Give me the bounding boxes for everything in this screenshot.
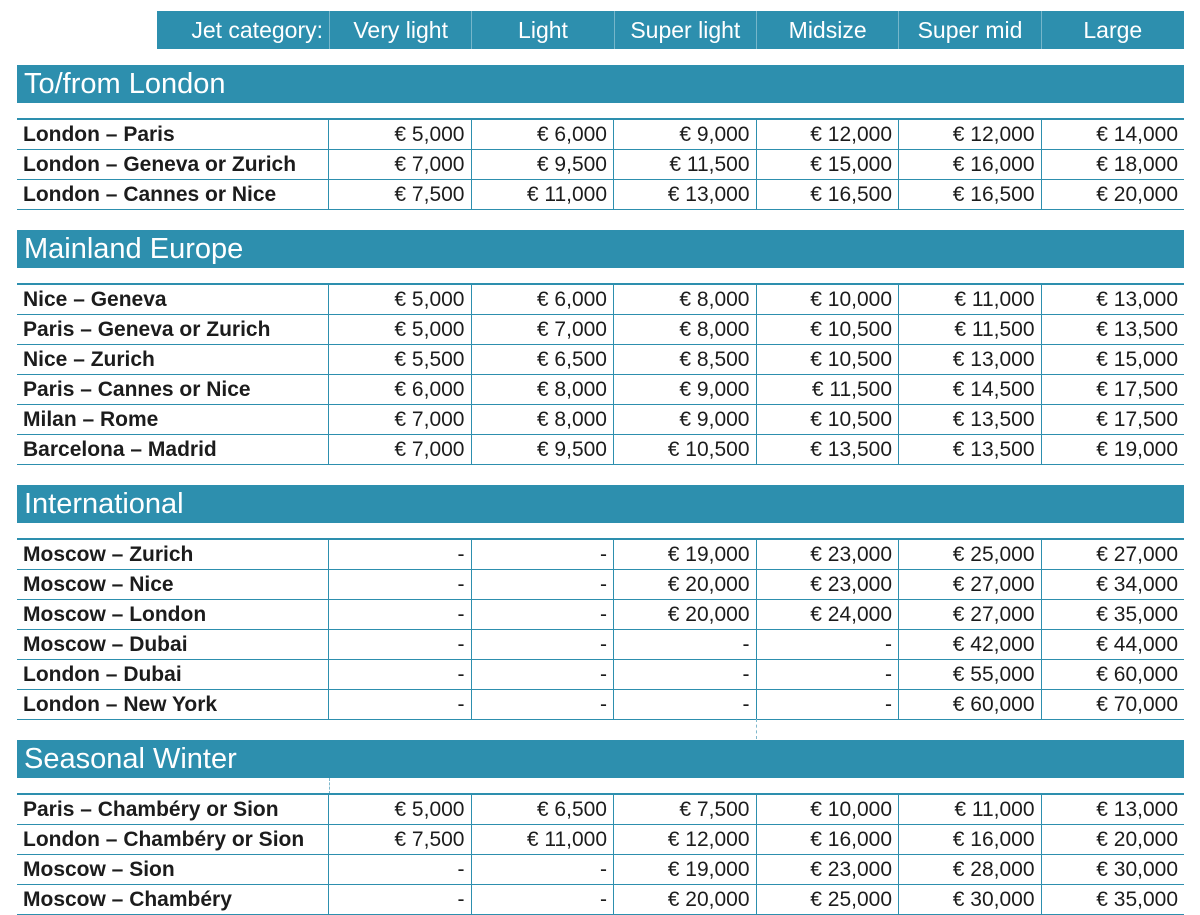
- price-super-mid: € 13,000: [899, 345, 1042, 374]
- route-name: London – Geneva or Zurich: [17, 150, 329, 179]
- price-midsize: -: [757, 690, 900, 719]
- price-very-light: € 5,500: [329, 345, 472, 374]
- route-name: Moscow – London: [17, 600, 329, 629]
- price-midsize: € 10,000: [757, 795, 900, 824]
- price-very-light: € 5,000: [329, 795, 472, 824]
- column-header-large: Large: [1083, 16, 1143, 43]
- price-light: € 8,000: [472, 405, 615, 434]
- table-row: [17, 180, 1184, 210]
- price-light: -: [472, 630, 615, 659]
- price-super-mid: € 42,000: [899, 630, 1042, 659]
- price-large: € 44,000: [1096, 632, 1178, 656]
- price-midsize: € 13,500: [757, 435, 900, 464]
- price-super-light: € 20,000: [614, 570, 757, 599]
- route-name: Paris – Geneva or Zurich: [17, 315, 329, 344]
- column-header-light: Light: [472, 11, 614, 49]
- price-very-light: -: [329, 690, 472, 719]
- route-name: Moscow – Zurich: [17, 540, 329, 569]
- price-midsize: € 15,000: [757, 150, 900, 179]
- price-very-light: € 7,000: [329, 435, 472, 464]
- price-super-light: -: [614, 690, 757, 719]
- route-name: Nice – Geneva: [17, 285, 329, 314]
- price-super-light: € 20,000: [614, 600, 757, 629]
- column-header-super-mid: Super mid: [899, 11, 1041, 49]
- price-very-light: -: [329, 600, 472, 629]
- section-table-mainland-europe: [17, 283, 1184, 465]
- price-super-mid: € 11,500: [899, 315, 1042, 344]
- price-large: € 17,500: [1096, 407, 1178, 431]
- price-light: -: [472, 690, 615, 719]
- price-midsize: -: [757, 630, 900, 659]
- table-row: [17, 405, 1184, 435]
- price-large: € 20,000: [1096, 182, 1178, 206]
- table-row: [17, 375, 1184, 405]
- price-midsize: € 23,000: [757, 855, 900, 884]
- route-name: London – Chambéry or Sion: [17, 825, 329, 854]
- price-midsize: € 10,500: [757, 345, 900, 374]
- price-midsize: -: [757, 660, 900, 689]
- section-table-seasonal-winter: [17, 793, 1184, 915]
- column-header-super-light: Super light: [615, 11, 757, 49]
- price-super-light: € 8,500: [614, 345, 757, 374]
- price-super-light: -: [614, 630, 757, 659]
- price-super-mid: € 55,000: [899, 660, 1042, 689]
- table-row: [17, 435, 1184, 465]
- price-very-light: € 7,000: [329, 150, 472, 179]
- price-midsize: € 10,500: [757, 315, 900, 344]
- price-super-light: € 8,000: [614, 315, 757, 344]
- table-row: [17, 120, 1184, 150]
- price-light: -: [472, 855, 615, 884]
- price-midsize: € 10,500: [757, 405, 900, 434]
- table-row: [17, 540, 1184, 570]
- price-very-light: -: [329, 855, 472, 884]
- route-name: Moscow – Sion: [17, 855, 329, 884]
- section-title-seasonal-winter: Seasonal Winter: [17, 740, 1184, 778]
- table-row: [17, 150, 1184, 180]
- section-table-to-from-london: [17, 118, 1184, 210]
- price-large: € 20,000: [1096, 827, 1178, 851]
- route-name: London – Dubai: [17, 660, 329, 689]
- price-super-mid: € 60,000: [899, 690, 1042, 719]
- route-name: Paris – Chambéry or Sion: [17, 795, 329, 824]
- price-super-light: € 9,000: [614, 120, 757, 149]
- price-super-mid: € 25,000: [899, 540, 1042, 569]
- price-light: € 11,000: [472, 180, 615, 209]
- price-super-mid: € 12,000: [899, 120, 1042, 149]
- price-large: € 35,000: [1096, 602, 1178, 626]
- price-light: € 6,000: [472, 120, 615, 149]
- price-large: € 60,000: [1096, 662, 1178, 686]
- column-header-bar: [157, 11, 1184, 49]
- section-title-mainland-europe: Mainland Europe: [17, 230, 1184, 268]
- price-large: € 35,000: [1096, 887, 1178, 911]
- price-super-light: € 9,000: [614, 375, 757, 404]
- route-name: London – Paris: [17, 120, 329, 149]
- price-very-light: € 7,500: [329, 825, 472, 854]
- price-light: € 9,500: [472, 435, 615, 464]
- route-name: Moscow – Chambéry: [17, 885, 329, 914]
- price-light: € 6,500: [472, 795, 615, 824]
- price-large: € 27,000: [1096, 542, 1178, 566]
- price-super-mid: € 27,000: [899, 570, 1042, 599]
- price-very-light: € 5,000: [329, 285, 472, 314]
- price-midsize: € 16,000: [757, 825, 900, 854]
- price-super-mid: € 11,000: [899, 285, 1042, 314]
- section-title-international: International: [17, 485, 1184, 523]
- price-light: € 11,000: [472, 825, 615, 854]
- price-light: -: [472, 660, 615, 689]
- route-name: Moscow – Dubai: [17, 630, 329, 659]
- price-very-light: € 6,000: [329, 375, 472, 404]
- column-header-midsize: Midsize: [757, 11, 899, 49]
- price-super-light: € 20,000: [614, 885, 757, 914]
- route-name: London – Cannes or Nice: [17, 180, 329, 209]
- price-super-light: € 12,000: [614, 825, 757, 854]
- price-super-mid: € 11,000: [899, 795, 1042, 824]
- section-title-to-from-london: To/from London: [17, 65, 1184, 103]
- price-super-mid: € 28,000: [899, 855, 1042, 884]
- price-midsize: € 23,000: [757, 570, 900, 599]
- price-light: -: [472, 885, 615, 914]
- table-row: [17, 885, 1184, 915]
- price-large: € 17,500: [1096, 377, 1178, 401]
- price-very-light: € 5,000: [329, 315, 472, 344]
- price-super-light: € 13,000: [614, 180, 757, 209]
- price-midsize: € 25,000: [757, 885, 900, 914]
- price-large: € 30,000: [1096, 857, 1178, 881]
- price-light: € 6,000: [472, 285, 615, 314]
- table-row: [17, 600, 1184, 630]
- price-super-mid: € 16,500: [899, 180, 1042, 209]
- price-large: € 13,500: [1096, 317, 1178, 341]
- price-super-light: € 19,000: [614, 540, 757, 569]
- table-row: [17, 285, 1184, 315]
- price-large: € 13,000: [1096, 797, 1178, 821]
- price-super-light: € 19,000: [614, 855, 757, 884]
- table-row: [17, 690, 1184, 720]
- price-light: € 6,500: [472, 345, 615, 374]
- price-super-mid: € 13,500: [899, 405, 1042, 434]
- price-midsize: € 16,500: [757, 180, 900, 209]
- table-row: [17, 795, 1184, 825]
- section-table-international: [17, 538, 1184, 720]
- column-header-very-light: Very light: [330, 11, 472, 49]
- price-super-mid: € 16,000: [899, 150, 1042, 179]
- price-super-mid: € 27,000: [899, 600, 1042, 629]
- price-super-mid: € 13,500: [899, 435, 1042, 464]
- route-name: Paris – Cannes or Nice: [17, 375, 329, 404]
- price-very-light: -: [329, 885, 472, 914]
- price-very-light: € 7,500: [329, 180, 472, 209]
- price-light: -: [472, 540, 615, 569]
- price-large: € 19,000: [1096, 437, 1178, 461]
- price-light: € 8,000: [472, 375, 615, 404]
- price-midsize: € 11,500: [757, 375, 900, 404]
- price-very-light: € 7,000: [329, 405, 472, 434]
- price-super-light: -: [614, 660, 757, 689]
- price-very-light: -: [329, 540, 472, 569]
- price-very-light: -: [329, 570, 472, 599]
- dashed-guide: [329, 778, 330, 794]
- price-super-light: € 9,000: [614, 405, 757, 434]
- jet-category-label: Jet category:: [157, 11, 330, 49]
- table-row: [17, 660, 1184, 690]
- table-row: [17, 825, 1184, 855]
- route-name: Barcelona – Madrid: [17, 435, 329, 464]
- price-midsize: € 12,000: [757, 120, 900, 149]
- price-large: € 18,000: [1096, 152, 1178, 176]
- price-large: € 13,000: [1096, 287, 1178, 311]
- price-light: -: [472, 600, 615, 629]
- price-large: € 14,000: [1096, 122, 1178, 146]
- price-super-light: € 8,000: [614, 285, 757, 314]
- price-very-light: -: [329, 630, 472, 659]
- price-super-mid: € 14,500: [899, 375, 1042, 404]
- price-light: -: [472, 570, 615, 599]
- price-midsize: € 24,000: [757, 600, 900, 629]
- table-row: [17, 315, 1184, 345]
- price-large: € 15,000: [1096, 347, 1178, 371]
- price-very-light: € 5,000: [329, 120, 472, 149]
- route-name: Moscow – Nice: [17, 570, 329, 599]
- price-very-light: -: [329, 660, 472, 689]
- table-row: [17, 855, 1184, 885]
- table-row: [17, 345, 1184, 375]
- table-row: [17, 630, 1184, 660]
- price-super-light: € 7,500: [614, 795, 757, 824]
- price-super-mid: € 30,000: [899, 885, 1042, 914]
- price-large: € 70,000: [1096, 692, 1178, 716]
- route-name: Milan – Rome: [17, 405, 329, 434]
- price-super-mid: € 16,000: [899, 825, 1042, 854]
- dashed-guide: [756, 719, 757, 739]
- price-midsize: € 23,000: [757, 540, 900, 569]
- route-name: London – New York: [17, 690, 329, 719]
- price-super-light: € 11,500: [614, 150, 757, 179]
- route-name: Nice – Zurich: [17, 345, 329, 374]
- price-light: € 7,000: [472, 315, 615, 344]
- price-light: € 9,500: [472, 150, 615, 179]
- price-large: € 34,000: [1096, 572, 1178, 596]
- table-row: [17, 570, 1184, 600]
- price-midsize: € 10,000: [757, 285, 900, 314]
- price-super-light: € 10,500: [614, 435, 757, 464]
